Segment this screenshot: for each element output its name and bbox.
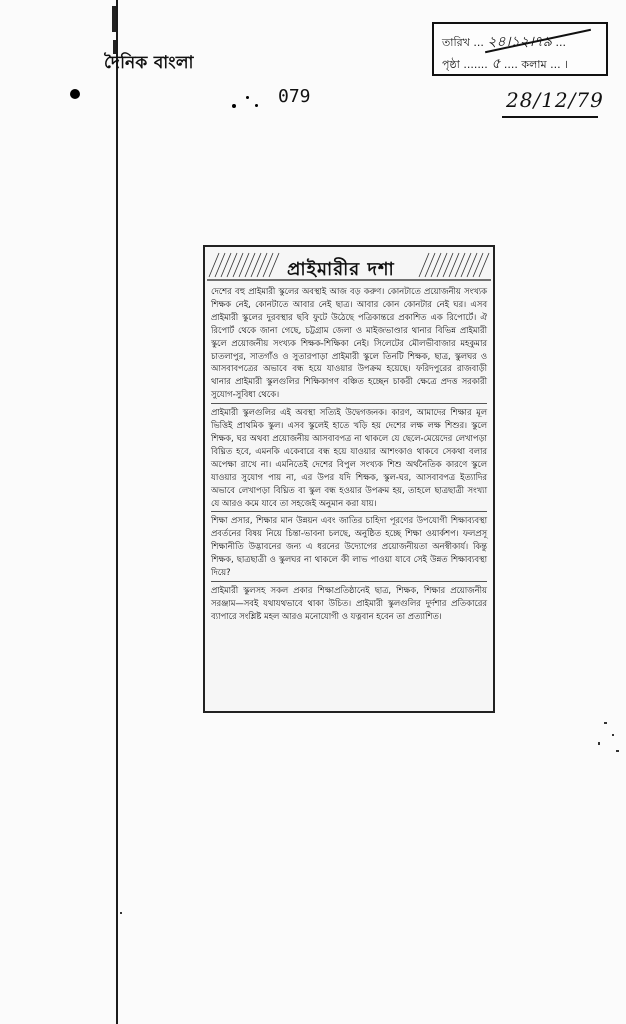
date-underline (502, 116, 598, 118)
margin-rule (116, 0, 118, 1024)
handwritten-date: 28/12/79 (506, 88, 604, 112)
clipping-paragraph: দেশের বহু প্রাইমারী স্কুলের অবস্থাই আজ বড় করুণ। কোনটাতে প্রয়োজনীয় সংখ্যক শিক্ষক নেই, কোনটাতে আবার নেই ছাত্র। আবার কোন কোনটার নেই ঘর। এসব প্রাইমারী স্কুলের দুরবস্থার ছবি ফুটে উঠেছে পত্রিকান্তরে প্রকাশিত এক রিপোর্টে। ঐ রিপোর্ট থেকে জানা গেছে, চট্টগ্রাম জেলা ও মাইজভাণ্ডার থানার বিভিন্ন প্রাইমারী স্কুলে প্রয়োজনীয় সংখ্যক শিক্ষক-শিক্ষিকা নেই। সিলেটের মৌলভীবাজার মহকুমার চাতলাপুর, সাতগাঁও ও সুতারপাড়া প্রাইমারী স্কুলে তিনটি শিক্ষক, ছাত্র, স্কুলঘর ও আসবাবপত্রের অভাবে বন্ধ হয়ে যাওয়ার উপক্রম হয়েছে। ফরিদপুরের রাজবাড়ী থানার প্রাইমারী স্কুলগুলির শিক্ষিকাগণ বঞ্চিত হচ্ছেন চাকরী ক্ষেত্রে প্রদত্ত সরকারী সুযোগ-সুবিধা থেকে। (211, 286, 487, 400)
punch-hole-mark (70, 89, 80, 99)
stamp-column-label: কলাম (521, 58, 547, 71)
clipping-paragraph: প্রাইমারী স্কুলসহ সকল প্রকার শিক্ষাপ্রতিষ্ঠানেই ছাত্র, শিক্ষক, শিক্ষার প্রয়োজনীয় সরঞ্জাম—সবই যথাযথভাবে থাকা উচিত। প্রাইমারী স্কুলগুলির দুর্দশার প্রতিকারের ব্যাপারে সংশ্লিষ্ট মহল আরও মনোযোগী ও যত্নবান হবেন তা প্রত্যাশিত। (211, 581, 487, 623)
clipping-title: প্রাইমারীর দশা (287, 259, 395, 280)
newspaper-name: দৈনিক বাংলা (104, 53, 194, 73)
scan-speckle (604, 722, 607, 724)
stamp-date-value: ২৪।১২।৭৯ (487, 34, 552, 50)
stamp-page-label: পৃষ্ঠা (442, 58, 460, 71)
ink-dot (255, 104, 258, 107)
newspaper-clipping (203, 245, 495, 713)
stamp-page-row: পৃষ্ঠা ....... ৫ .... কলাম ... । (442, 56, 569, 72)
margin-mark (112, 6, 116, 32)
stamp-date-row: তারিখ ... ২৪।১২।৭৯ ... (442, 34, 566, 50)
clipping-header (205, 247, 493, 283)
document-number: 079 (278, 86, 311, 107)
clipping-paragraph: শিক্ষা প্রসার, শিক্ষার মান উন্নয়ন এবং জাতির চাহিদা পূরণের উপযোগী শিক্ষাব্যবস্থা প্রবর্তনের বিষয় নিয়ে চিন্তা-ভাবনা চলছে, অনুষ্ঠিত হচ্ছে শিক্ষা ওয়ার্কশপ। ফলপ্রসূ শিক্ষানীতি উদ্ভাবনের জন্য এ ধরনের উদ্যোগের প্রয়োজনীয়তা অনস্বীকার্য। কিন্তু শিক্ষক, ছাত্রছাত্রী ও স্কুলঘর না থাকলে কী লাভ পাওয়া যাবে সেই উন্নত শিক্ষাব্যবস্থা দিয়ে? (211, 511, 487, 579)
scan-speckle (598, 742, 600, 745)
clipping-body (211, 285, 487, 625)
date-stamp (432, 22, 608, 76)
clipping-paragraph: প্রাইমারী স্কুলগুলির এই অবস্থা সত্যিই উদ্বেগজনক। কারণ, আমাদের শিক্ষার মূল ভিত্তিই প্রাথমিক স্কুল। এসব স্কুলেই হাতে খড়ি হয় দেশের লক্ষ লক্ষ শিশুর। স্কুলে শিক্ষক, ঘর অথবা প্রয়োজনীয় আসবাবপত্র না থাকলে যে ছেলে-মেয়েদের লেখাপড়া বিঘ্নিত হবে, এমনকি একেবারে বন্ধ হয়ে যাওয়ার আশংকাও থাকবে সেকথা বলার অপেক্ষা রাখে না। এমনিতেই দেশের বিপুল সংখ্যক শিশু অর্থনৈতিক কারণে স্কুলে যাওয়ার সুযোগ পায় না, এর উপর যদি শিক্ষক, স্কুল-ঘর, আসবাবপত্র ইত্যাদির অভাবে লেখাপড়া বিঘ্নিত বা স্কুল বন্ধ হওয়ার উপক্রম হয়, তাহলে ছাত্রছাত্রী সংখ্যা যে আরও কমে যাবে তা সহজেই অনুমান করা যায়। (211, 403, 487, 509)
scan-speckle (616, 750, 619, 752)
scan-speckle (612, 734, 614, 736)
stamp-page-value: ৫ (491, 56, 501, 72)
scan-speckle (120, 912, 122, 914)
ink-dot (246, 96, 249, 99)
ink-dot (232, 104, 236, 108)
stamp-date-label: তারিখ (442, 36, 470, 49)
